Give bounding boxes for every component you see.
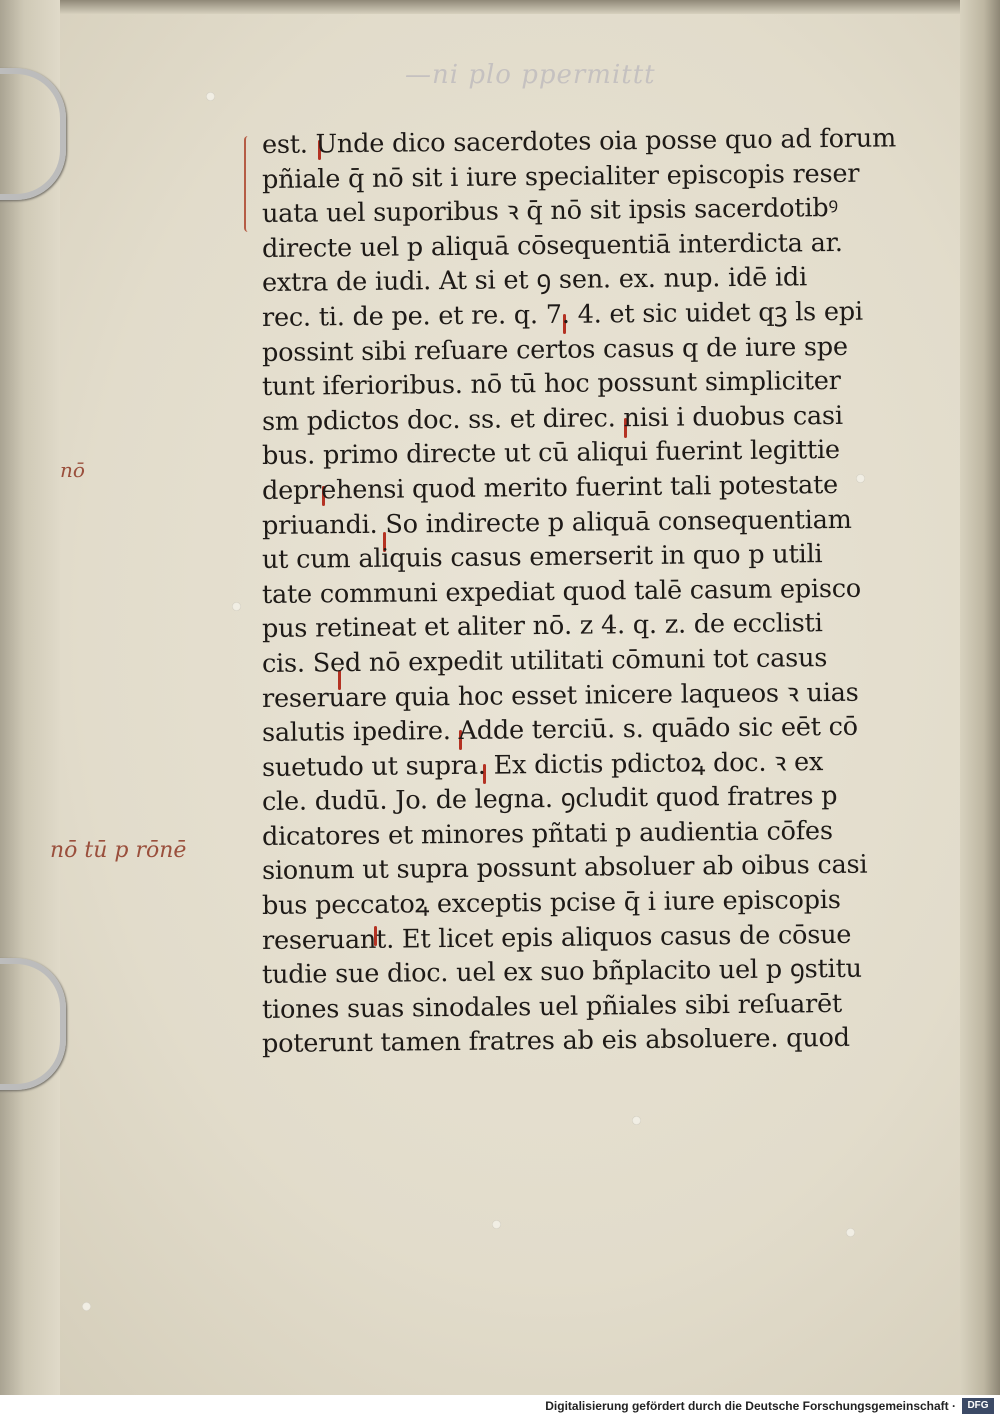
paper-speck (82, 1302, 91, 1311)
text-line: poterunt tamen fratres ab eis absoluere. quod (261, 1023, 850, 1060)
text-line: bus peccatoꝝ exceptis pcise q̄ i iure episcopis (261, 885, 841, 922)
paper-speck (492, 1220, 501, 1229)
text-line: possint sibi reſuare certos casus q de iure spe (261, 331, 849, 368)
text-line: tudie sue dioc. uel ex suo bñplacito uel p ꝯstitu (261, 953, 862, 991)
text-line: tunt iferioribus. nō tū hoc possunt simpliciter (261, 366, 841, 403)
funding-credit: Digitalisierung gefördert durch die Deutsche Forschungsgemeinschaft · (545, 1399, 956, 1413)
margin-note: nō tū p rōnē (50, 838, 187, 863)
footer-bar (0, 1395, 1000, 1419)
text-line: cis. Sed nō expedit utilitati cōmuni tot casus (261, 642, 828, 679)
incunable-text-block (261, 123, 897, 1062)
text-line: rec. ti. de pe. et re. q. 7. 4. et sic uidet qꝫ ls epi (261, 296, 863, 333)
text-line: dicatores et minores pñtati p audientia cōfes (261, 815, 833, 852)
paper-speck (846, 1228, 855, 1237)
text-line: directe uel p aliquā cōsequentiā interdicta ar. (261, 227, 843, 264)
faint-handwritten-annotation: —ni plo ppermittt (405, 60, 656, 90)
text-line: reseruare quia hoc esset inicere laqueos ꝛ uias (261, 677, 859, 714)
text-line: tiones suas sinodales uel pñiales sibi reſuarēt (261, 988, 843, 1025)
text-line: uata uel suporibus ꝛ q̄ nō sit ipsis sacerdotibꝰ (261, 193, 839, 230)
binding-gutter (0, 0, 60, 1395)
text-line: ut cum aliquis casus emerserit in quo p utili (261, 539, 823, 576)
text-line: priuandi. So indirecte p aliquā consequentiam (261, 504, 852, 541)
text-line: deprehensi quod merito fuerint tali potestate (261, 469, 839, 506)
text-line: extra de iudi. At si et ꝯ sen. ex. nup. idē idi (261, 262, 808, 299)
page-top-edge (0, 0, 1000, 14)
margin-note: nō (60, 458, 85, 482)
paper-speck (632, 1116, 641, 1125)
text-line: salutis ipedire. Adde terciū. s. quādo sic eēt cō (261, 711, 859, 749)
paper-speck (232, 602, 241, 611)
text-line: sm pdictos doc. ss. et direc. nisi i duobus casi (261, 400, 843, 437)
text-line: tate communi expediat quod talē casum episco (261, 573, 862, 610)
text-line: reseruant. Et licet epis aliquos casus de cōsue (261, 919, 852, 956)
text-line: sionum ut supra possunt absoluer ab oibus casi (261, 850, 868, 887)
text-line: est. Unde dico sacerdotes oia posse quo ad forum (261, 123, 897, 160)
margin-bracket (244, 136, 252, 232)
text-line: cle. dudū. Jo. de legna. ꝯcludit quod fratres p (261, 781, 838, 818)
page-right-edge (960, 0, 1000, 1395)
text-line: bus. primo directe ut cū aliqui fuerint legittie (261, 435, 841, 472)
text-line: pñiale q̄ nō sit i iure specialiter episcopis reser (261, 158, 860, 195)
paper-speck (206, 92, 215, 101)
text-line: pus retineat et aliter nō. z 4. q. z. de ecclisti (261, 608, 823, 645)
dfg-logo: DFG (962, 1398, 994, 1414)
text-line: suetudo ut supra. Ex dictis pdictoꝝ doc. ꝛ ex (261, 746, 824, 783)
